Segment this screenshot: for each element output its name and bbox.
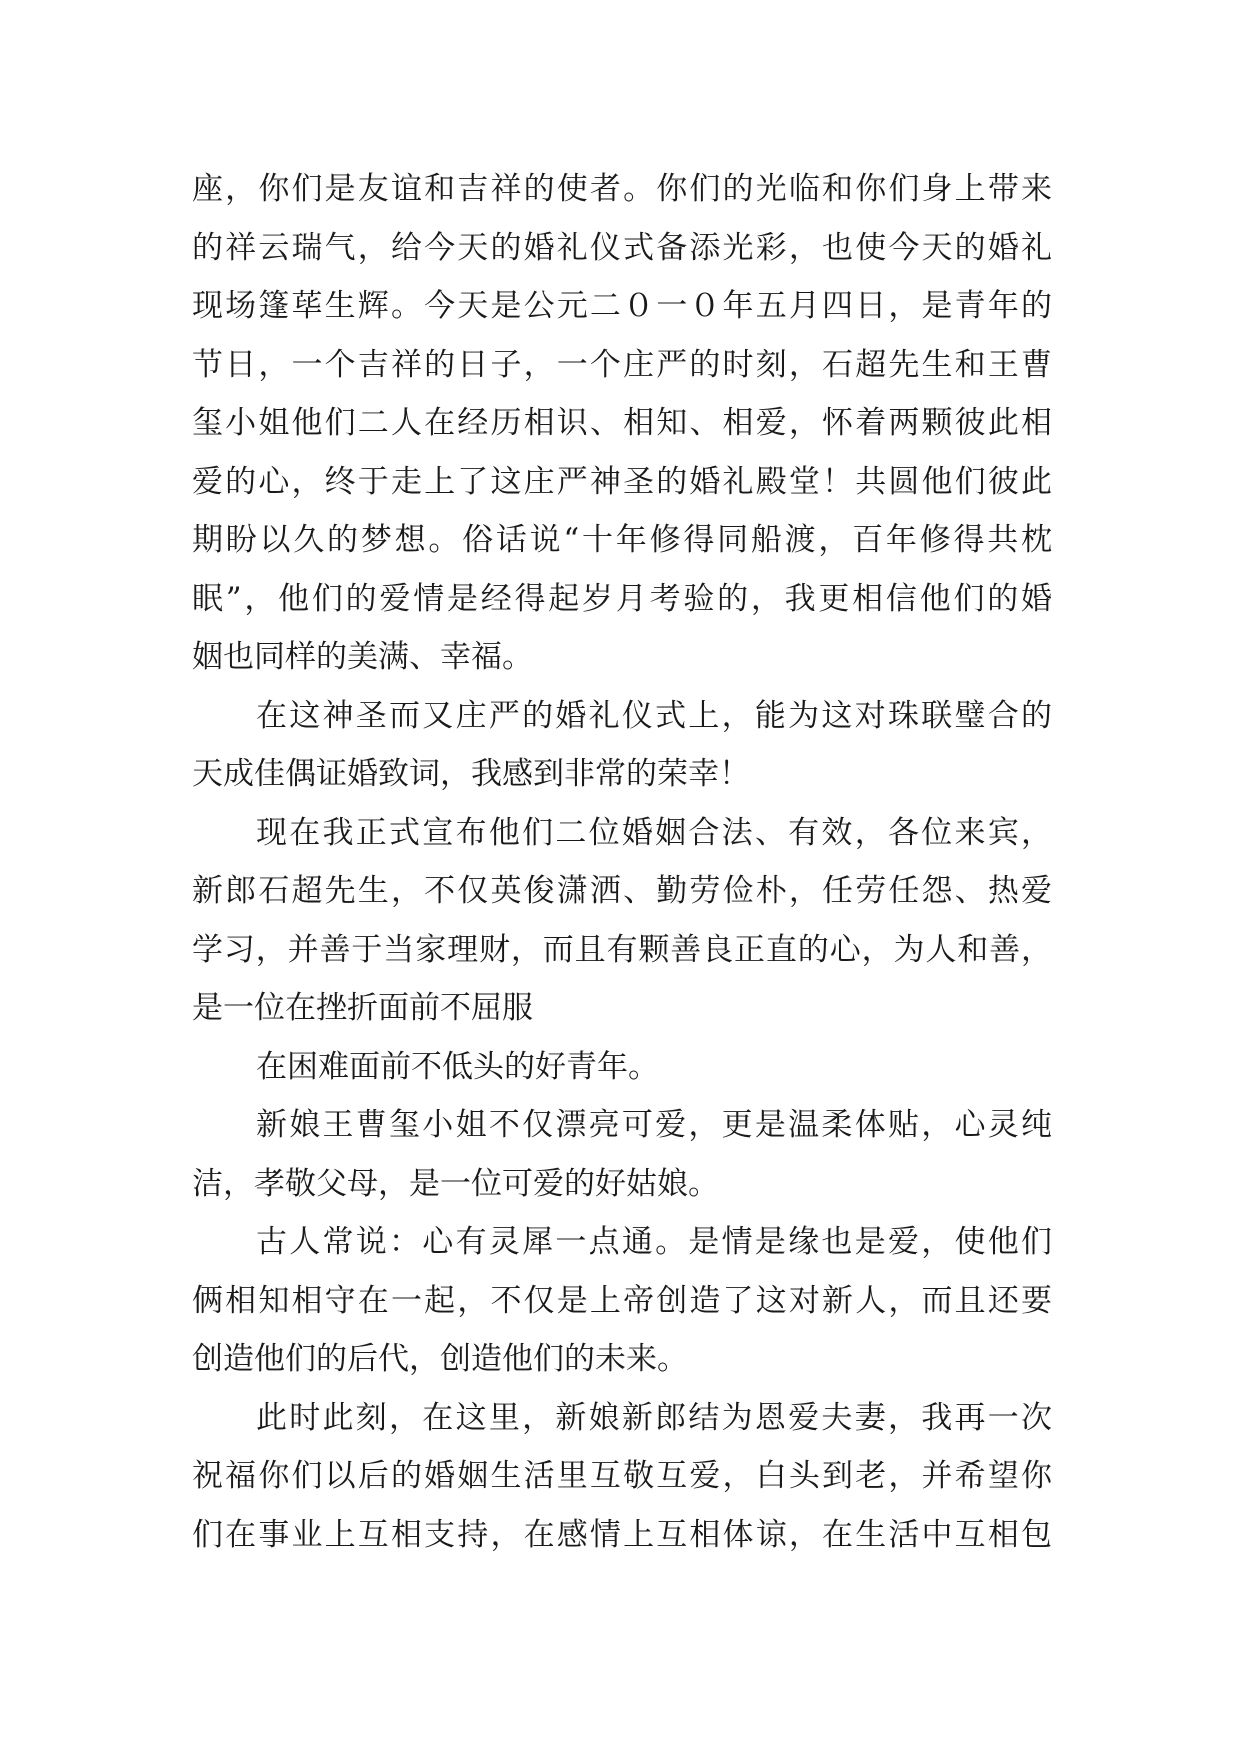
text-line: 现场篷荜生辉。今天是公元二０一０年五月四日，是青年的 [192,288,1052,324]
text-line: 眠”，他们的爱情是经得起岁月考验的，我更相信他们的婚 [192,580,1052,617]
text-line: 是一位在挫折面前不屈服 [192,990,533,1026]
text-line: 爱的心，终于走上了这庄严神圣的婚礼殿堂！共圆他们彼此 [192,463,1052,500]
text-line: 此时此刻，在这里，新娘新郎结为恩爱夫妻，我再一次 [256,1399,1052,1436]
text-line: 古人常说：心有灵犀一点通。是情是缘也是爱，使他们 [256,1224,1052,1260]
text-line: 们在事业上互相支持，在感情上互相体谅，在生活中互相包 [192,1516,1052,1553]
text-line: 玺小姐他们二人在经历相识、相知、相爱，怀着两颗彼此相 [192,405,1052,441]
text-line: 在这神圣而又庄严的婚礼仪式上，能为这对珠联璧合的 [256,697,1052,734]
text-line: 座，你们是友谊和吉祥的使者。你们的光临和你们身上带来 [192,171,1052,207]
text-line: 俩相知相守在一起，不仅是上帝创造了这对新人，而且还要 [192,1282,1052,1319]
text-line: 在困难面前不低头的好青年。 [256,1048,659,1085]
text-line: 天成佳偶证婚致词，我感到非常的荣幸！ [192,756,750,792]
body-text [192,160,1052,1564]
text-line: 创造他们的后代，创造他们的未来。 [192,1341,688,1377]
text-line: 洁，孝敬父母，是一位可爱的好姑娘。 [192,1165,719,1202]
text-line: 的祥云瑞气，给今天的婚礼仪式备添光彩，也使今天的婚礼 [192,229,1052,266]
text-line: 期盼以久的梦想。俗话说“十年修得同船渡，百年修得共枕 [192,522,1052,558]
text-line: 现在我正式宣布他们二位婚姻合法、有效，各位来宾， [256,814,1052,851]
text-line: 节日，一个吉祥的日子，一个庄严的时刻，石超先生和王曹 [192,346,1052,383]
text-line: 新娘王曹玺小姐不仅漂亮可爱，更是温柔体贴，心灵纯 [256,1107,1052,1143]
text-line: 祝福你们以后的婚姻生活里互敬互爱，白头到老，并希望你 [192,1458,1052,1494]
text-line: 新郎石超先生，不仅英俊潇洒、勤劳俭朴，任劳任怨、热爱 [192,873,1052,909]
text-line: 学习，并善于当家理财，而且有颗善良正直的心，为人和善， [192,931,1052,968]
text-line: 姻也同样的美满、幸福。 [192,639,533,675]
